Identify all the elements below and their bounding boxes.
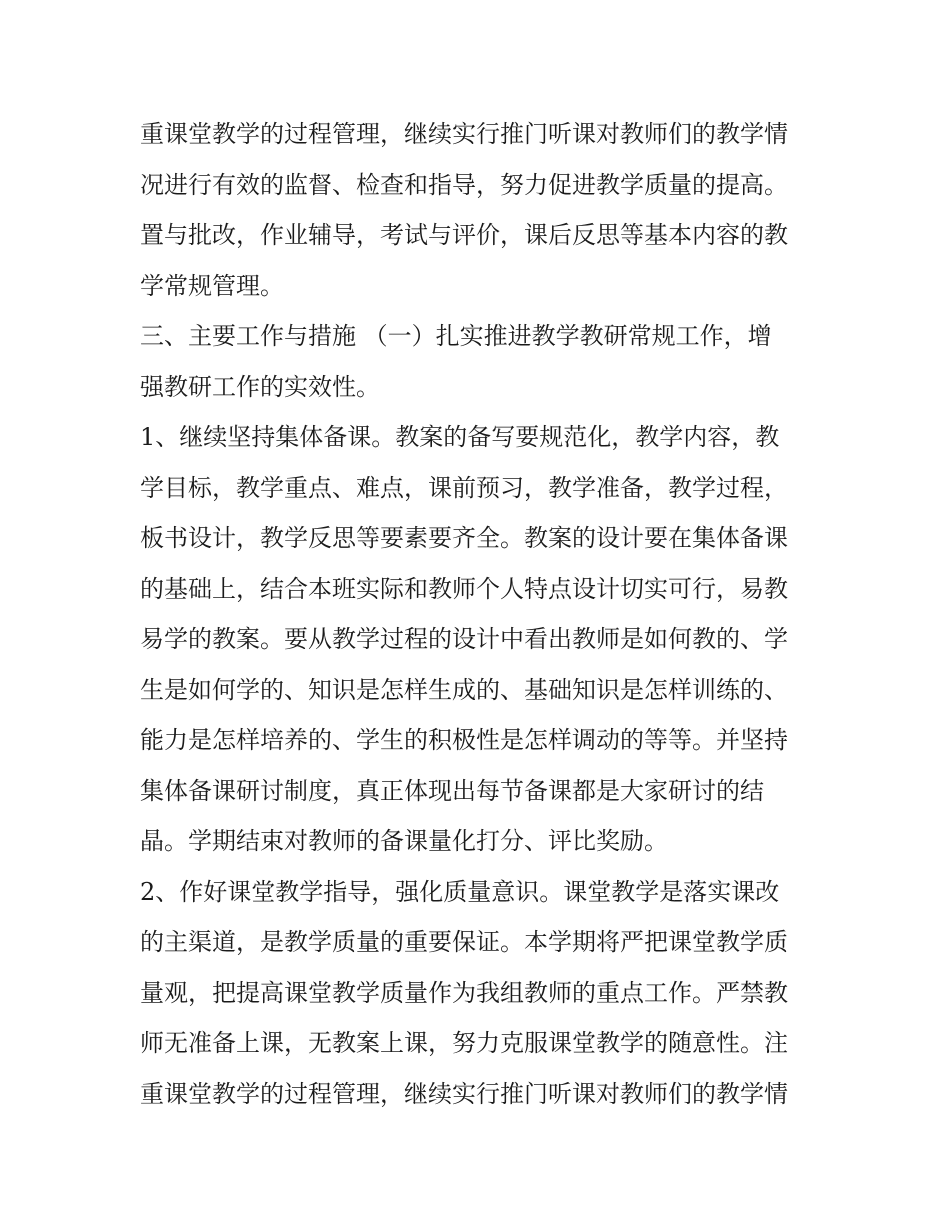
item-1-line-3: 板书设计，教学反思等要素要齐全。教案的设计要在集体备课: [140, 524, 788, 552]
text-line-2: 况进行有效的监督、检查和指导，努力促进教学质量的提高。: [140, 170, 788, 199]
document-body: [140, 109, 820, 1119]
text-line-4: 学常规管理。: [140, 271, 284, 300]
item-2-line-2: 的主渠道，是教学质量的重要保证。本学期将严把课堂教学质: [140, 928, 788, 956]
item-2-line-5: 重课堂教学的过程管理，继续实行推门听课对教师们的教学情: [140, 1079, 788, 1108]
item-1-line-2: 学目标，教学重点、难点，课前预习，教学准备，教学过程，: [140, 473, 788, 502]
item-1-line-4: 的基础上，结合本班实际和教师个人特点设计切实可行，易教: [140, 574, 788, 603]
item-1-line-9: 晶。学期结束对教师的备课量化打分、评比奖励。: [140, 827, 668, 855]
section-heading-line-1: 三、主要工作与措施 （一）扎实推进教学教研常规工作，增: [140, 322, 772, 350]
text-line-1: 重课堂教学的过程管理，继续实行推门听课对教师们的教学情: [140, 120, 788, 148]
item-2-line-3: 量观，把提高课堂教学质量作为我组教师的重点工作。严禁教: [140, 978, 788, 1007]
item-1-line-8: 集体备课研讨制度，真正体现出每节备课都是大家研讨的结: [140, 776, 764, 805]
item-1-line-1: 1、继续坚持集体备课。教案的备写要规范化，教学内容，教: [140, 423, 780, 451]
item-2-line-4: 师无准备上课，无教案上课，努力克服课堂教学的随意性。注: [140, 1029, 788, 1057]
item-1-line-5: 易学的教案。要从教学过程的设计中看出教师是如何教的、学: [140, 625, 788, 653]
item-1-line-6: 生是如何学的、知识是怎样生成的、基础知识是怎样训练的、: [140, 675, 788, 704]
section-heading-line-2: 强教研工作的实效性。: [140, 372, 380, 401]
item-2-line-1: 2、作好课堂教学指导，强化质量意识。课堂教学是落实课改: [140, 877, 780, 906]
item-1-line-7: 能力是怎样培养的、学生的积极性是怎样调动的等等。并坚持: [140, 726, 788, 754]
text-line-3: 置与批改，作业辅导，考试与评价，课后反思等基本内容的教: [140, 221, 788, 249]
